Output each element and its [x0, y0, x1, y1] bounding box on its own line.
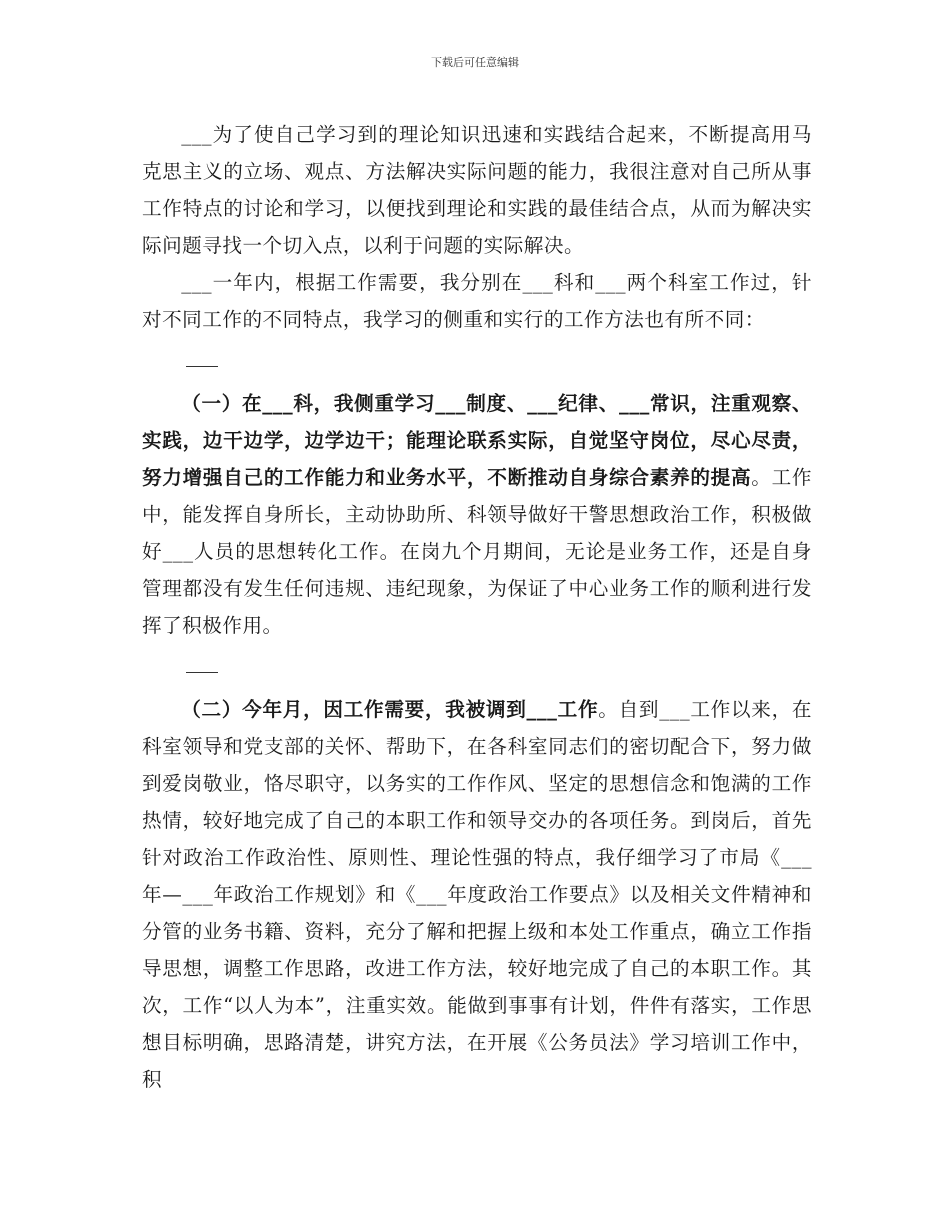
document-body [142, 116, 812, 1098]
section-one-text: 。工作中，能发挥自身所长，主动协助所、科领导做好干警思想政治工作，积极做好___人员的思想转化工作。在岗九个月期间，无论是业务工作，还是自身管理都没有发生任何违规、违纪现象，为保证了中心业务工作的顺利进行发挥了积极作用。 [142, 466, 813, 637]
paragraph-section-two [142, 691, 812, 1098]
section-two-text: 。自到___工作以来，在科室领导和党支部的关怀、帮助下，在各科室同志们的密切配合下，努力做到爱岗敬业，恪尽职守，以务实的工作作风、坚定的思想信念和饱满的工作热情，较好地完成了自己的本职工作和领导交办的各项任务。到岗后，首先针对政治工作政治性、原则性、理论性强的特点，我仔细学习了市局《___年—___年政治工作规划》和《___年度政治工作要点》以及相关文件精神和分管的业务书籍、资料，充分了解和把握上级和本处工作重点，确立工作指导思想，调整工作思路，改进工作方法，较好地完成了自己的本职工作。其次，工作“以人为本”，注重实效。能做到事事有计划，件件有落实，工作思想目标明确，思路清楚，讲究方法，在开展《公务员法》学习培训工作中，积 [142, 698, 813, 1091]
paragraph-departments: ___一年内，根据工作需要，我分别在___科和___两个科室工作过，针对不同工作的不同特点，我学习的侧重和实行的工作方法也有所不同： [142, 271, 812, 331]
paragraph-section-one [142, 385, 812, 644]
section-one-bold-text: （一）在___科，我侧重学习___制度、___纪律、___常识，注重观察、实践，边干边学，边学边干；能理论联系实际，自觉坚守岗位，尽心尽责，努力增强自己的工作能力和业务水平，不断推动自身综合素养的提高 [142, 392, 812, 489]
section-two-bold-text: （二）今年月，因工作需要，我被调到___工作 [181, 698, 599, 721]
page-header: 下载后可任意编辑 [431, 56, 519, 69]
paragraph-theory-practice: ___为了使自己学习到的理论知识迅速和实践结合起来，不断提高用马克思主义的立场、观点、方法解决实际问题的能力，我很注意对自己所从事工作特点的讨论和学习，以便找到理论和实践的最佳结合点，从而为解决实际问题寻找一个切入点，以利于问题的实际解决。 [142, 123, 812, 257]
